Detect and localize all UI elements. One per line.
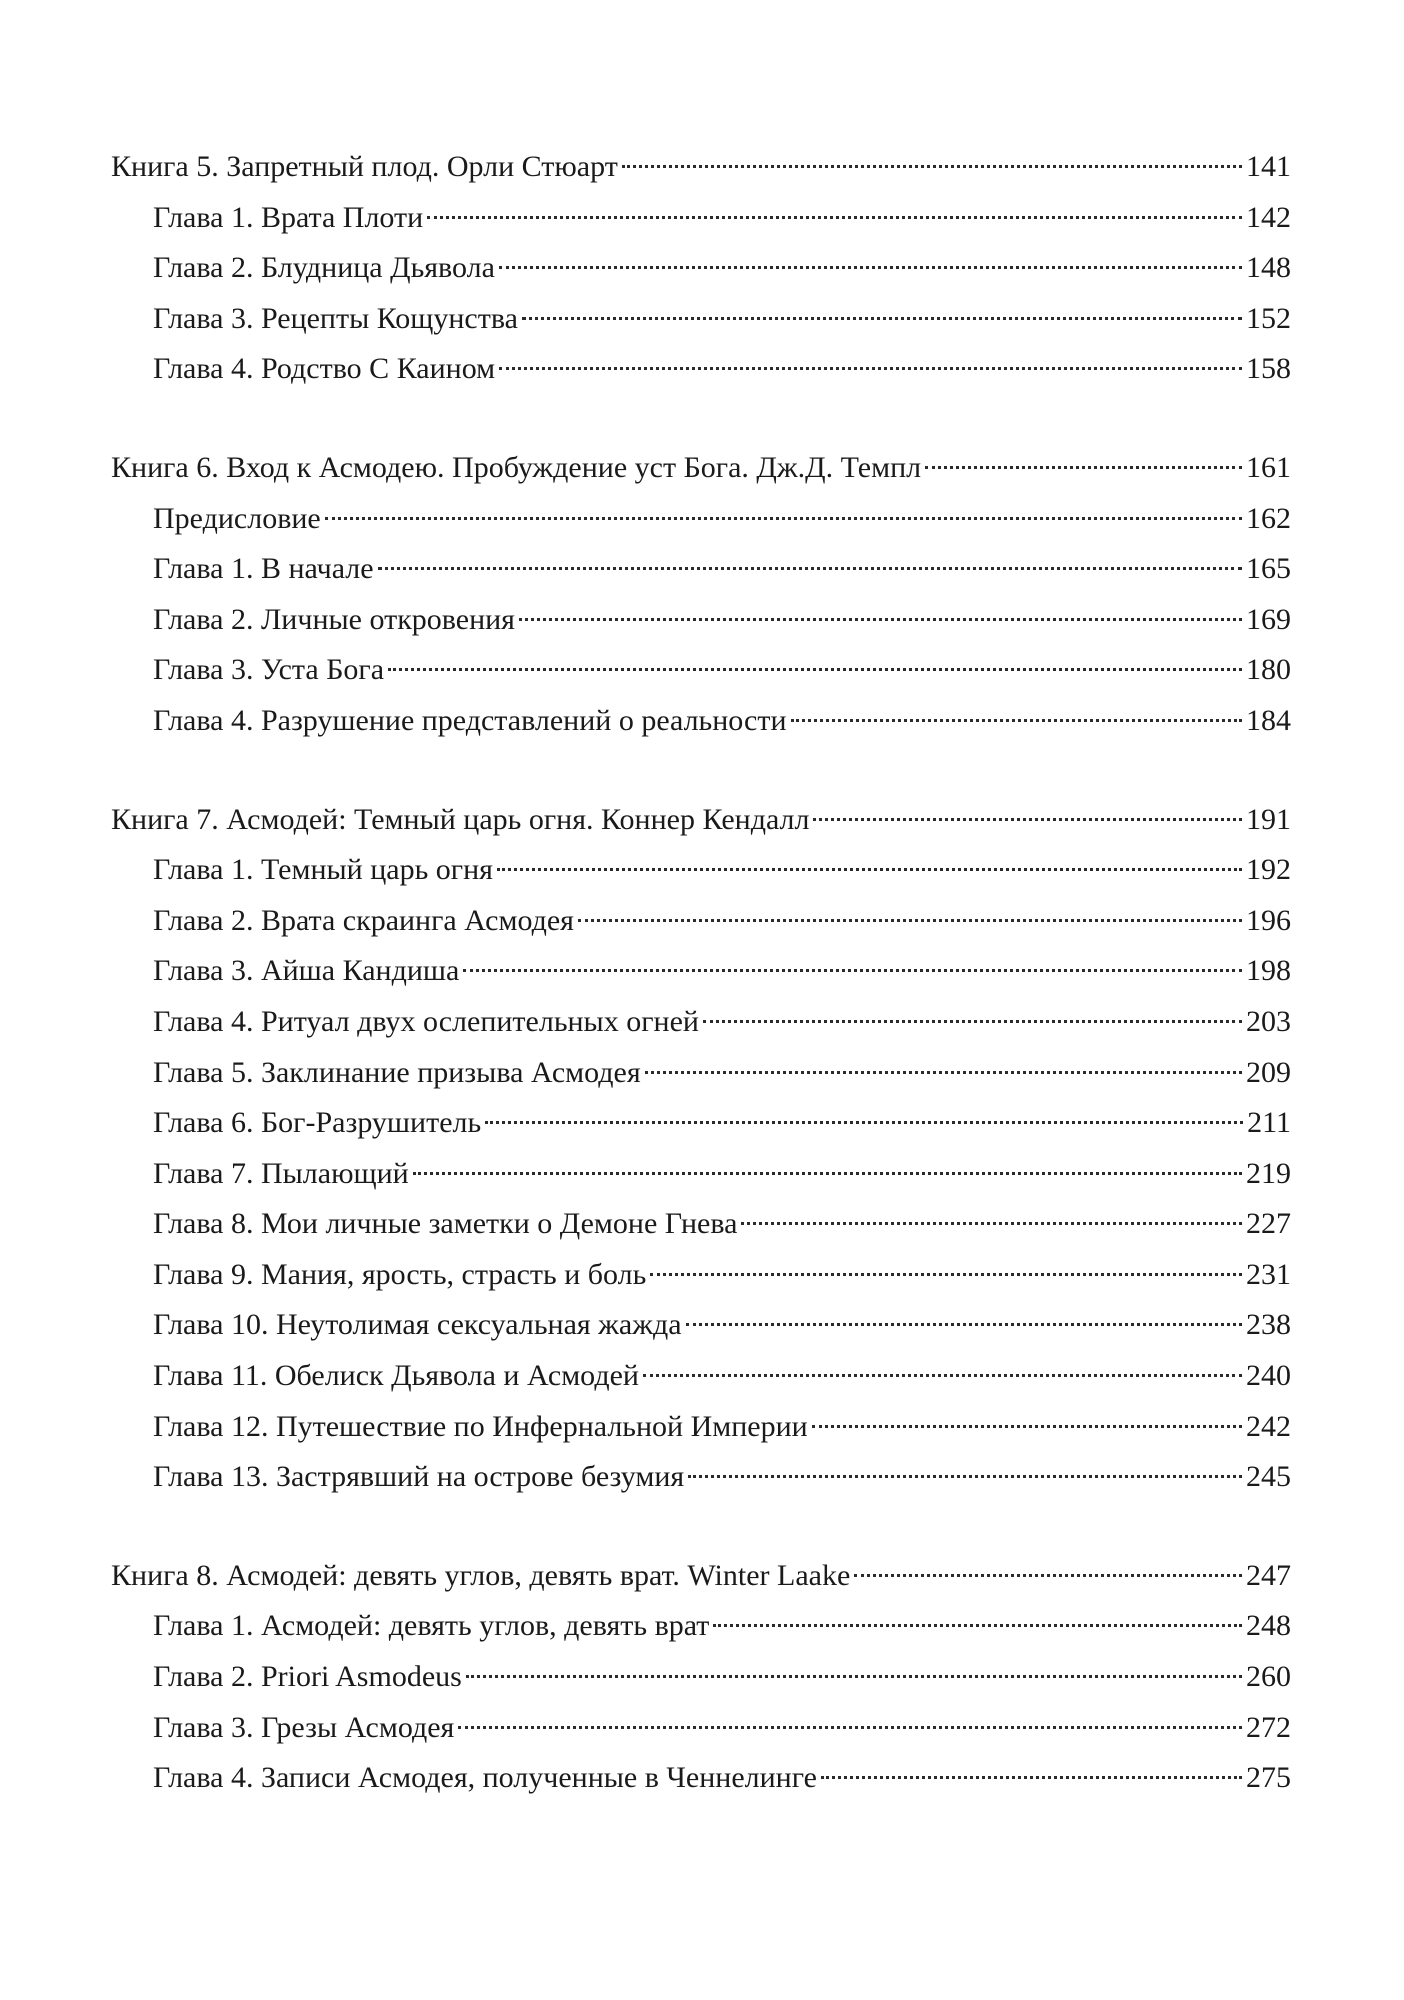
chapter-entry[interactable] <box>111 1300 1291 1351</box>
dot-leader <box>458 1726 1242 1729</box>
page-number: 245 <box>1246 1460 1291 1494</box>
entry-title: Глава 1. Темный царь огня <box>153 853 493 887</box>
dot-leader <box>791 719 1242 722</box>
chapter-entry[interactable] <box>111 696 1291 747</box>
table-of-contents <box>111 142 1291 1852</box>
dot-leader <box>925 466 1242 469</box>
entry-title: Глава 7. Пылающий <box>153 1156 409 1190</box>
dot-leader <box>812 1425 1242 1428</box>
page-number: 238 <box>1246 1308 1291 1342</box>
page-number: 275 <box>1246 1761 1291 1795</box>
entry-title: Глава 4. Родство С Каином <box>153 352 496 386</box>
chapter-entry[interactable] <box>111 1703 1291 1754</box>
entry-title: Книга 8. Асмодей: девять углов, девять врат. Winter Laake <box>111 1558 851 1592</box>
entry-title: Глава 6. Бог-Разрушитель <box>153 1106 482 1140</box>
page-number: 162 <box>1246 501 1291 535</box>
chapter-entry[interactable] <box>111 1351 1291 1402</box>
chapter-entry[interactable] <box>111 294 1291 345</box>
page-number: 209 <box>1246 1055 1291 1089</box>
dot-leader <box>519 618 1242 621</box>
entry-title: Глава 5. Заклинание призыва Асмодея <box>153 1055 641 1089</box>
page-number: 161 <box>1246 450 1291 484</box>
entry-title: Глава 2. Врата скраинга Асмодея <box>153 903 574 937</box>
page-number: 203 <box>1246 1004 1291 1038</box>
dot-leader <box>499 367 1242 370</box>
dot-leader <box>643 1374 1242 1377</box>
entry-title: Глава 4. Ритуал двух ослепительных огней <box>153 1004 699 1038</box>
chapter-entry[interactable] <box>111 1098 1291 1149</box>
entry-title: Глава 1. Асмодей: девять углов, девять врат <box>153 1609 710 1643</box>
entry-title: Глава 12. Путешествие по Инфернальной Империи <box>153 1409 808 1443</box>
chapter-entry[interactable] <box>111 997 1291 1048</box>
chapter-entry[interactable] <box>111 1753 1291 1804</box>
dot-leader <box>821 1776 1242 1779</box>
entry-title: Глава 1. Врата Плоти <box>153 200 424 234</box>
entry-title: Книга 5. Запретный плод. Орли Стюарт <box>111 150 618 183</box>
toc-book <box>111 795 1291 1503</box>
chapter-entry[interactable] <box>111 1601 1291 1652</box>
page-number: 152 <box>1246 301 1291 335</box>
entry-title: Глава 3. Грезы Асмодея <box>153 1710 455 1744</box>
page-number: 227 <box>1246 1207 1291 1241</box>
dot-leader <box>645 1071 1242 1074</box>
entry-title: Глава 2. Priori Asmodeus <box>153 1660 462 1694</box>
dot-leader <box>522 317 1242 320</box>
page-number: 260 <box>1246 1660 1291 1694</box>
entry-title: Глава 1. В начале <box>153 552 374 586</box>
entry-title: Глава 10. Неутолимая сексуальная жажда <box>153 1308 682 1342</box>
page-number: 191 <box>1246 802 1291 836</box>
dot-leader <box>497 868 1242 871</box>
dot-leader <box>578 919 1242 922</box>
page-number: 231 <box>1246 1257 1291 1291</box>
dot-leader <box>622 165 1242 168</box>
page-number: 198 <box>1246 954 1291 988</box>
entry-title: Глава 13. Застрявший на острове безумия <box>153 1460 685 1494</box>
dot-leader <box>463 969 1242 972</box>
chapter-entry[interactable] <box>111 645 1291 696</box>
chapter-entry[interactable] <box>111 1149 1291 1200</box>
entry-title: Глава 3. Уста Бога <box>153 653 385 687</box>
page-number: 219 <box>1246 1156 1291 1190</box>
page-number: 142 <box>1246 200 1291 234</box>
book-entry[interactable] <box>111 142 1291 193</box>
page-number: 272 <box>1246 1710 1291 1744</box>
toc-book <box>111 443 1291 747</box>
dot-leader <box>703 1020 1242 1023</box>
book-entry[interactable] <box>111 443 1291 494</box>
chapter-entry[interactable] <box>111 845 1291 896</box>
dot-leader <box>741 1222 1242 1225</box>
page-number: 211 <box>1247 1106 1291 1140</box>
page-number: 242 <box>1246 1409 1291 1443</box>
chapter-entry[interactable] <box>111 544 1291 595</box>
entry-title: Глава 4. Записи Асмодея, полученные в Ченнелинге <box>153 1761 817 1795</box>
dot-leader <box>713 1624 1242 1627</box>
chapter-entry[interactable] <box>111 1402 1291 1453</box>
dot-leader <box>688 1475 1242 1478</box>
dot-leader <box>413 1172 1242 1175</box>
entry-title: Книга 7. Асмодей: Темный царь огня. Коннер Кендалл <box>111 802 810 836</box>
page-number: 180 <box>1246 653 1291 687</box>
entry-title: Глава 8. Мои личные заметки о Демоне Гнева <box>153 1207 738 1241</box>
chapter-entry[interactable] <box>111 946 1291 997</box>
chapter-entry[interactable] <box>111 344 1291 395</box>
entry-title: Глава 9. Мания, ярость, страсть и боль <box>153 1257 647 1291</box>
dot-leader <box>325 517 1242 520</box>
page-number: 240 <box>1246 1359 1291 1393</box>
chapter-entry[interactable] <box>111 1199 1291 1250</box>
chapter-entry[interactable] <box>111 896 1291 947</box>
entry-title: Глава 11. Обелиск Дьявола и Асмодей <box>153 1359 639 1393</box>
dot-leader <box>813 818 1242 821</box>
chapter-entry[interactable] <box>111 1652 1291 1703</box>
dot-leader <box>686 1323 1242 1326</box>
page-number: 148 <box>1246 251 1291 285</box>
chapter-entry[interactable] <box>111 1250 1291 1301</box>
chapter-entry[interactable] <box>111 595 1291 646</box>
entry-title: Глава 2. Личные откровения <box>153 602 515 636</box>
entry-title: Глава 4. Разрушение представлений о реальности <box>153 703 787 737</box>
dot-leader <box>427 216 1242 219</box>
entry-title: Глава 2. Блудница Дьявола <box>153 251 495 285</box>
page-number: 184 <box>1246 703 1291 737</box>
page-number: 248 <box>1246 1609 1291 1643</box>
entry-title: Глава 3. Айша Кандиша <box>153 954 460 988</box>
dot-leader <box>388 668 1242 671</box>
dot-leader <box>466 1675 1242 1678</box>
page-number: 192 <box>1246 853 1291 887</box>
entry-title: Книга 6. Вход к Асмодею. Пробуждение уст Бога. Дж.Д. Темпл <box>111 450 922 484</box>
entry-title: Предисловие <box>153 501 321 535</box>
dot-leader <box>378 567 1242 570</box>
page-number: 158 <box>1246 352 1291 386</box>
toc-book <box>111 142 1291 395</box>
dot-leader <box>499 266 1242 269</box>
page-number: 165 <box>1246 552 1291 586</box>
book-entry[interactable] <box>111 795 1291 846</box>
dot-leader <box>650 1273 1242 1276</box>
chapter-entry[interactable] <box>111 193 1291 244</box>
book-entry[interactable] <box>111 1551 1291 1602</box>
dot-leader <box>485 1121 1243 1124</box>
page-number: 141 <box>1246 150 1291 183</box>
chapter-entry[interactable] <box>111 243 1291 294</box>
toc-book <box>111 1551 1291 1804</box>
chapter-entry[interactable] <box>111 494 1291 545</box>
chapter-entry[interactable] <box>111 1048 1291 1099</box>
page-number: 196 <box>1246 903 1291 937</box>
page-number: 247 <box>1246 1558 1291 1592</box>
chapter-entry[interactable] <box>111 1452 1291 1503</box>
entry-title: Глава 3. Рецепты Кощунства <box>153 301 518 335</box>
dot-leader <box>854 1574 1242 1577</box>
page-number: 169 <box>1246 602 1291 636</box>
